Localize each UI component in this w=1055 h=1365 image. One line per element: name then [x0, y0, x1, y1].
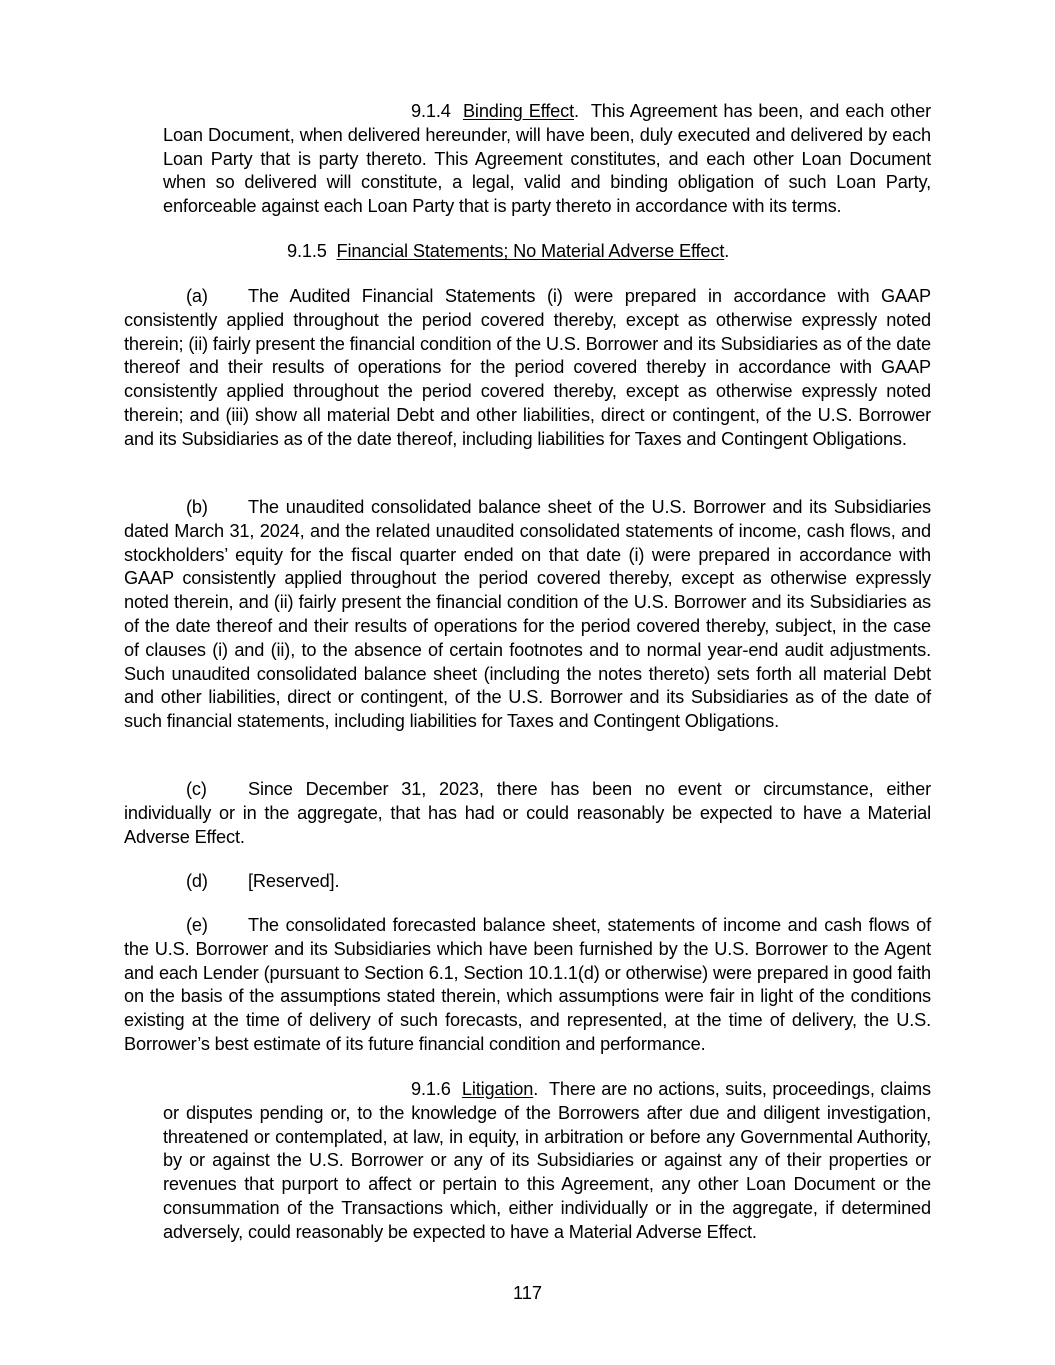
section-9-1-5-heading: 9.1.5 Financial Statements; No Material Adverse Effect. — [287, 241, 730, 261]
paragraph-b — [124, 496, 931, 734]
paragraph-label: (b) — [186, 497, 208, 517]
paragraph-label: (d) — [186, 871, 208, 891]
paragraph-label: (a) — [186, 286, 208, 306]
paragraph-text: The unaudited consolidated balance sheet of the U.S. Borrower and its Subsidiaries dated March 31, 2024, and the related unaudited consolidated statements of income, cash flows, and stockholders’ equity for the fiscal quarter ended on that date (i) were prepared in accordance with GAAP consistently applied throughout the period covered thereby, except as otherwise expressly noted therein, and (ii) fairly present the financial condition of the U.S. Borrower and its Subsidiaries as of the date thereof and their results of operations for the period covered thereby, subject, in the case of clauses (i) and (ii), to the absence of certain footnotes and to normal year-end audit adjustments. Such unaudited consolidated balance sheet (including the notes thereto) sets forth all material Debt and other liabilities, direct or contingent, of the U.S. Borrower and its Subsidiaries as of the date of such financial statements, including liabilities for Taxes and Contingent Obligations. — [124, 497, 931, 732]
paragraph-d — [124, 870, 931, 894]
section-9-1-4: 9.1.4 Binding Effect. This Agreement has been, and each other Loan Document, when delivered hereunder, will have been, duly executed and delivered by each Loan Party that is party thereto. This Agreement constitutes, and each other Loan Document when so delivered will constitute, a legal, valid and binding obligation of such Loan Party, enforceable against each Loan Party that is party thereto in accordance with its terms. — [163, 101, 931, 217]
section-title: Binding Effect — [462, 101, 574, 121]
section-body: There are no actions, suits, proceedings, claims or disputes pending or, to the knowledge of the Borrowers after due and diligent investigation, threatened or contemplated, at law, in equity, in arbitration or before any Governmental Authority, by or against the U.S. Borrower or any of its Subsidiaries or against any of their properties or revenues that purport to affect or pertain to this Agreement, any other Loan Document or the consummation of the Transactions which, either individually or in the aggregate, if determined adversely, could reasonably be expected to have a Material Adverse Effect. — [163, 1079, 931, 1242]
section-number: 9.1.4 — [411, 101, 451, 121]
paragraph-label: (e) — [186, 915, 208, 935]
section-number: 9.1.6 — [411, 1079, 451, 1099]
paragraph-c — [124, 778, 931, 849]
page-number: 117 — [513, 1283, 542, 1303]
paragraph-text: The consolidated forecasted balance sheet, statements of income and cash flows of the U.S. Borrower and its Subsidiaries which have been furnished by the U.S. Borrower to the Agent and each Lender (pursuant to Section 6.1, Section 10.1.1(d) or otherwise) were prepared in good faith on the basis of the assumptions stated therein, which assumptions were fair in light of the conditions existing at the time of delivery of such forecasts, and represented, at the time of delivery, the U.S. Borrower’s best estimate of its future financial condition and performance. — [124, 915, 931, 1054]
paragraph-label: (c) — [186, 779, 207, 799]
section-title: Financial Statements; No Material Adverse Effect — [336, 241, 725, 261]
section-9-1-6: 9.1.6 Litigation. There are no actions, suits, proceedings, claims or disputes pending or, to the knowledge of the Borrowers after due and diligent investigation, threatened or contemplated, at law, in equity, in arbitration or before any Governmental Authority, by or against the U.S. Borrower or any of its Subsidiaries or against any of their properties or revenues that purport to affect or pertain to this Agreement, any other Loan Document or the consummation of the Transactions which, either individually or in the aggregate, if determined adversely, could reasonably be expected to have a Material Adverse Effect. — [163, 1079, 931, 1242]
paragraph-text: Since December 31, 2023, there has been no event or circumstance, either individually or in the aggregate, that has had or could reasonably be expected to have a Material Adverse Effect. — [124, 779, 931, 847]
paragraph-e — [124, 914, 931, 1057]
section-body: This Agreement has been, and each other Loan Document, when delivered hereunder, will have been, duly executed and delivered by each Loan Party that is party thereto. This Agreement constitutes, and each other Loan Document when so delivered will constitute, a legal, valid and binding obligation of such Loan Party, enforceable against each Loan Party that is party thereto in accordance with its terms. — [163, 101, 931, 217]
section-number: 9.1.5 — [287, 241, 327, 261]
section-title: Litigation — [461, 1079, 534, 1099]
paragraph-text: The Audited Financial Statements (i) were prepared in accordance with GAAP consistently applied throughout the period covered thereby, except as otherwise expressly noted therein; (ii) fairly present the financial condition of the U.S. Borrower and its Subsidiaries as of the date thereof and their results of operations for the period covered thereby in accordance with GAAP consistently applied throughout the period covered thereby, except as otherwise expressly noted therein; and (iii) show all material Debt and other liabilities, direct or contingent, of the U.S. Borrower and its Subsidiaries as of the date thereof, including liabilities for Taxes and Contingent Obligations. — [124, 286, 931, 449]
paragraph-a — [124, 285, 931, 452]
paragraph-text: [Reserved]. — [248, 871, 340, 891]
